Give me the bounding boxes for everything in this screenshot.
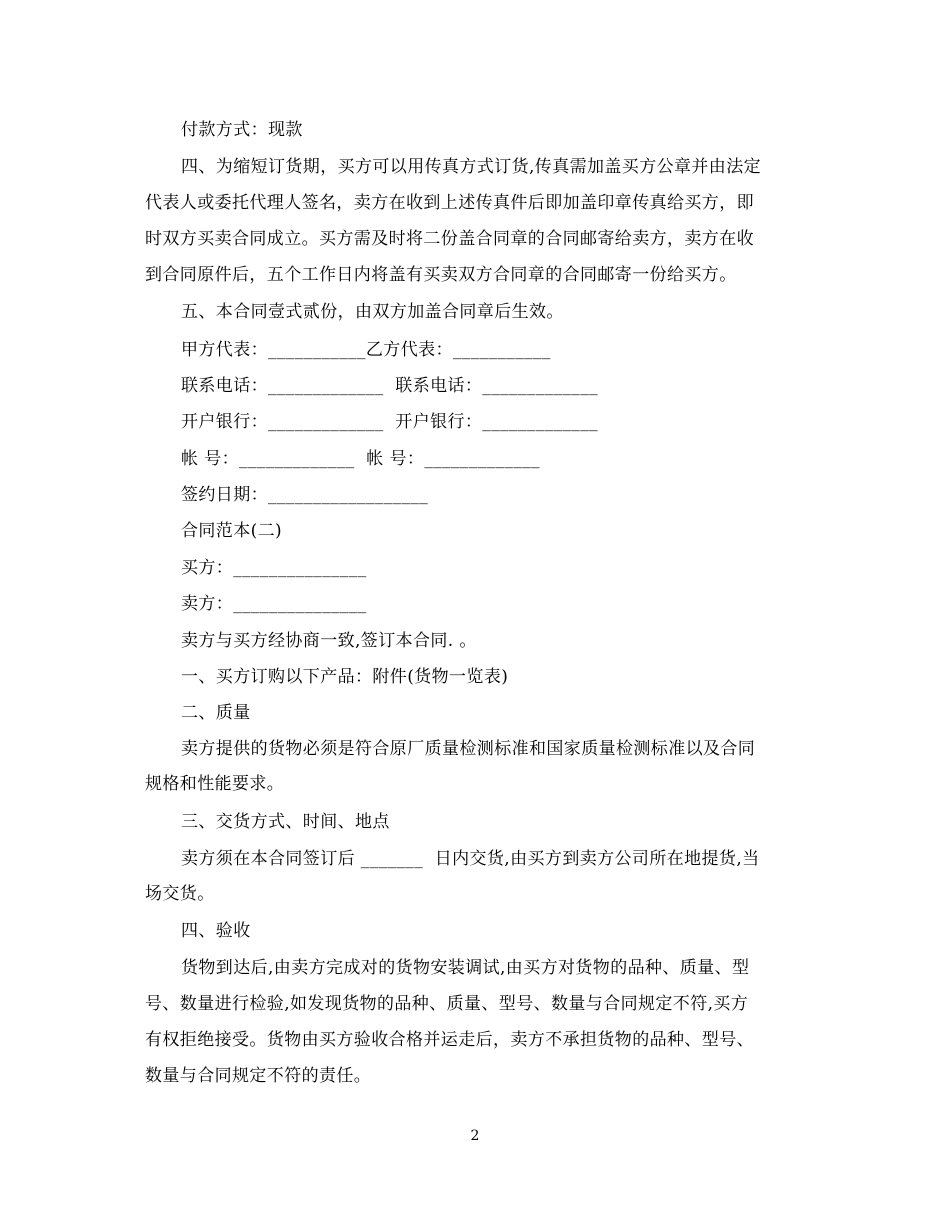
section-3-heading: 三、交货方式、时间、地点: [181, 812, 390, 832]
section-4-line-4: 数量与合同规定不符的责任。: [145, 1066, 372, 1086]
account-line: 帐 号：_____________ 帐 号：_____________: [181, 449, 541, 469]
agreement-line: 卖方与买方经协商一致,签订本合同. 。: [181, 631, 477, 651]
section-3-line-1: 卖方须在本合同签订后 _______ 日内交货,由买方到卖方公司所在地提货,当: [181, 849, 760, 869]
seller-line: 卖方：_______________: [181, 594, 367, 614]
clause-5: 五、本合同壹式贰份，由双方加盖合同章后生效。: [181, 302, 564, 322]
clause-4-line-1: 四、为缩短订货期，买方可以用传真方式订货,传真需加盖买方公章并由法定: [181, 157, 762, 177]
section-3-line-2: 场交货。: [145, 884, 215, 904]
section-2-heading: 二、质量: [181, 703, 251, 723]
buyer-line: 买方：_______________: [181, 558, 367, 578]
section-4-line-3: 有权拒绝接受。货物由买方验收合格并运走后，卖方不承担货物的品种、型号、: [145, 1030, 754, 1050]
section-4-line-1: 货物到达后,由卖方完成对的货物安装调试,由买方对货物的品种、质量、型: [181, 958, 750, 978]
bank-line: 开户银行：_____________ 开户银行：_____________: [181, 412, 599, 432]
clause-4-line-4: 到合同原件后，五个工作日内将盖有买卖双方合同章的合同邮寄一份给买方。: [145, 265, 737, 285]
section-1: 一、买方订购以下产品：附件(货物一览表): [181, 667, 509, 687]
section-2-line-1: 卖方提供的货物必须是符合原厂质量检测标准和国家质量检测标准以及合同: [181, 739, 756, 759]
section-4-line-2: 号、数量进行检验,如发现货物的品种、质量、型号、数量与合同规定不符,买方: [145, 994, 749, 1014]
payment-method: 付款方式：现款: [181, 120, 303, 140]
sign-date-line: 签约日期：__________________: [181, 485, 429, 505]
clause-4-line-3: 时双方买卖合同成立。买方需及时将二份盖合同章的合同邮寄给卖方，卖方在收: [145, 229, 754, 249]
section-2-line-2: 规格和性能要求。: [145, 774, 285, 794]
phone-line: 联系电话：_____________ 联系电话：_____________: [181, 376, 599, 396]
clause-4-line-2: 代表人或委托代理人签名，卖方在收到上述传真件后即加盖印章传真给买方，即: [145, 193, 754, 213]
representative-line: 甲方代表：___________乙方代表：___________: [181, 340, 551, 360]
page-number: 2: [470, 1128, 480, 1144]
template-2-heading: 合同范本(二): [181, 521, 283, 541]
section-4-heading: 四、验收: [181, 921, 251, 941]
